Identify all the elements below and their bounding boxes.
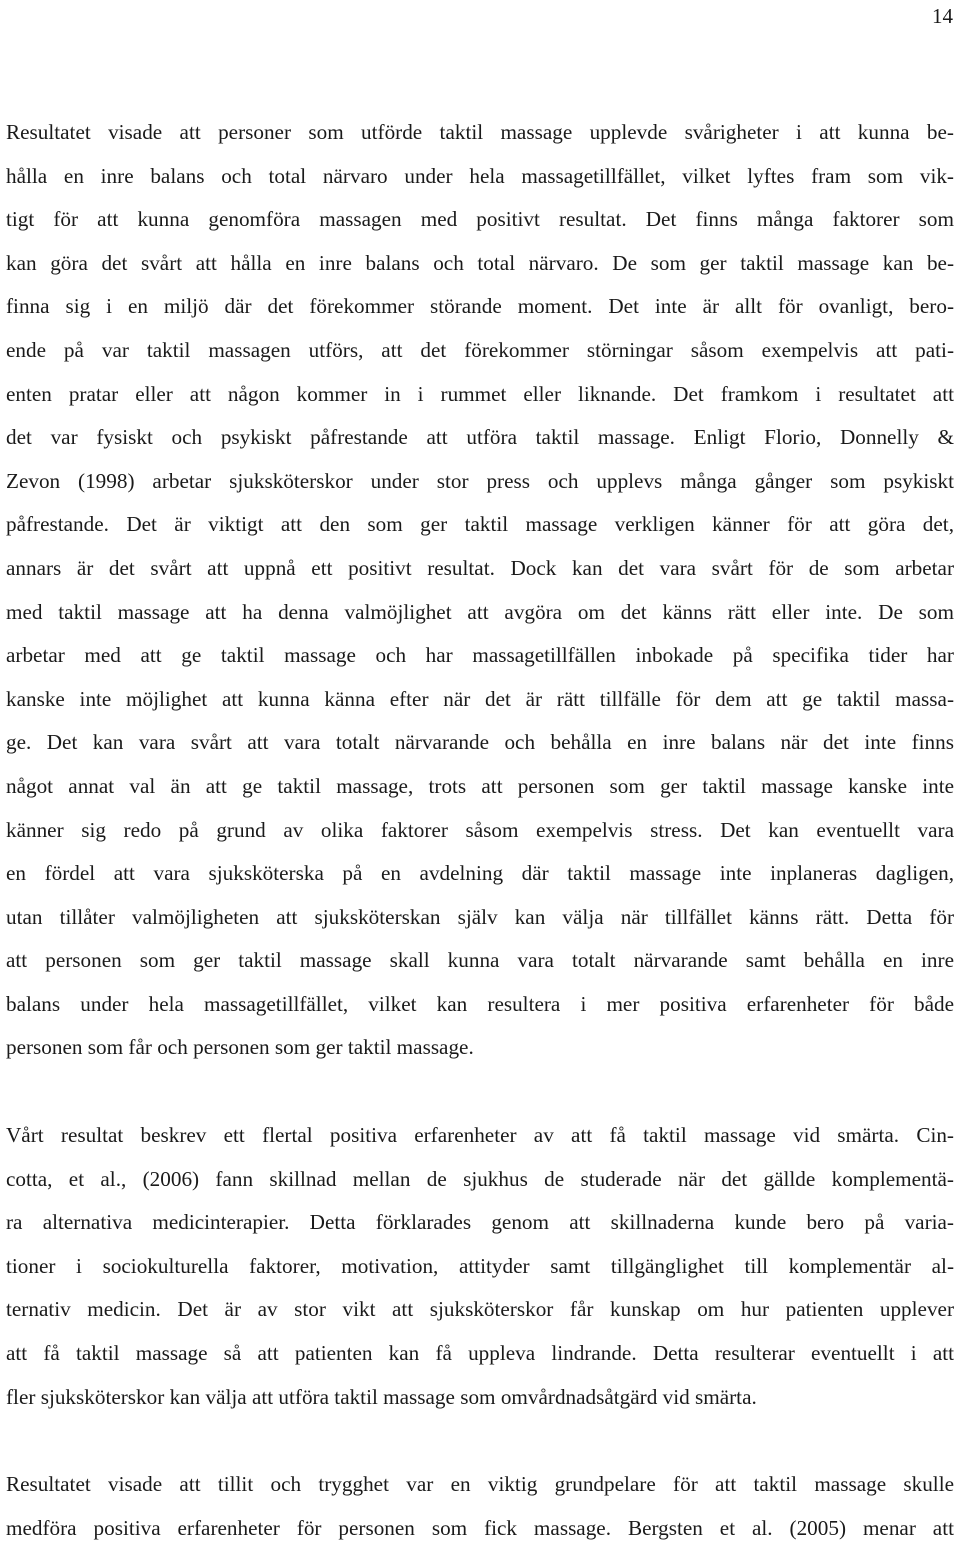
text-line: ra alternativa medicinterapier. Detta förklarades genom att skillnaderna kunde bero på varia- [6,1210,954,1235]
text-line: ende på var taktil massagen utförs, att det förekommer störningar såsom exempelvis att pati- [6,337,954,362]
text-line: ge. Det kan vara svårt att vara totalt närvarande och behålla en inre balans när det inte finns [6,730,954,755]
text-line: känner sig redo på grund av olika faktorer såsom exempelvis stress. Det kan eventuellt vara [6,817,954,842]
text-line: Vårt resultat beskrev ett flertal positiva erfarenheter av att få taktil massage vid smärta. Cin- [6,1123,954,1147]
text-line: personen som får och personen som ger taktil massage. [6,1035,474,1060]
text-line: att personen som ger taktil massage skall kunna vara totalt närvarande samt behålla en inre [6,948,954,973]
text-line: att få taktil massage så att patienten kan få uppleva lindrande. Detta resulterar eventuellt i att [6,1340,954,1365]
text-line: balans under hela massagetillfället, vilket kan resultera i mer positiva erfarenheter för både [6,991,954,1016]
text-line: hålla en inre balans och total närvaro under hela massagetillfället, vilket lyftes fram som vik- [6,163,954,188]
text-line: tigt för att kunna genomföra massagen med positivt resultat. Det finns många faktorer som [6,207,954,232]
page-number: 14 [932,4,953,28]
text-line: Zevon (1998) arbetar sjuksköterskor under stor press och upplevs många gånger som psykiskt [6,468,954,493]
text-line: annars är det svårt att uppnå ett positivt resultat. Dock kan det vara svårt för de som arbetar [6,555,954,580]
text-line: finna sig i en miljö där det förekommer störande moment. Det inte är allt för ovanligt, bero- [6,294,954,319]
text-line: fler sjuksköterskor kan välja att utföra taktil massage som omvårdnadsåtgärd vid smärta. [6,1384,757,1409]
text-line: kanske inte möjlighet att kunna känna efter när det är rätt tillfälle för dem att ge taktil massa- [6,686,954,711]
text-line: Resultatet visade att personer som utförde taktil massage upplevde svårigheter i att kunna be- [6,120,954,144]
paragraph-3 [6,1463,954,1550]
text-line: något annat val än att ge taktil massage, trots att personen som ger taktil massage kanske inte [6,773,954,798]
text-line: medföra positiva erfarenheter för personen som fick massage. Bergsten et al. (2005) menar att [6,1515,954,1540]
text-line: med taktil massage att ha denna valmöjlighet att avgöra om det känns rätt eller inte. De som [6,599,954,624]
text-line: tioner i sociokulturella faktorer, motivation, attityder samt tillgänglighet till komplementär al- [6,1253,954,1278]
text-line: påfrestande. Det är viktigt att den som ger taktil massage verkligen känner för att göra det, [6,512,954,537]
text-line: en fördel att vara sjuksköterska på en avdelning där taktil massage inte inplaneras dagligen, [6,861,954,886]
text-line: kan göra det svårt att hålla en inre balans och total närvaro. De som ger taktil massage kan be- [6,250,954,275]
text-line: utan tillåter valmöjligheten att sjuksköterskan själv kan välja när tillfället känns rätt. Detta för [6,904,954,929]
text-line: ternativ medicin. Det är av stor vikt att sjuksköterskor får kunskap om hur patienten upplever [6,1297,954,1322]
paragraph-1 [6,111,954,1070]
text-line: Resultatet visade att tillit och trygghet var en viktig grundpelare för att taktil massage skulle [6,1472,954,1496]
text-line: det var fysiskt och psykiskt påfrestande att utföra taktil massage. Enligt Florio, Donnelly & [6,425,954,450]
paragraph-2 [6,1114,954,1419]
text-line: enten pratar eller att någon kommer in i rummet eller liknande. Det framkom i resultatet att [6,381,954,406]
text-line: arbetar med att ge taktil massage och har massagetillfällen inbokade på specifika tider har [6,643,954,668]
text-line: cotta, et al., (2006) fann skillnad mellan de sjukhus de studerade när det gällde komplementä- [6,1166,954,1191]
